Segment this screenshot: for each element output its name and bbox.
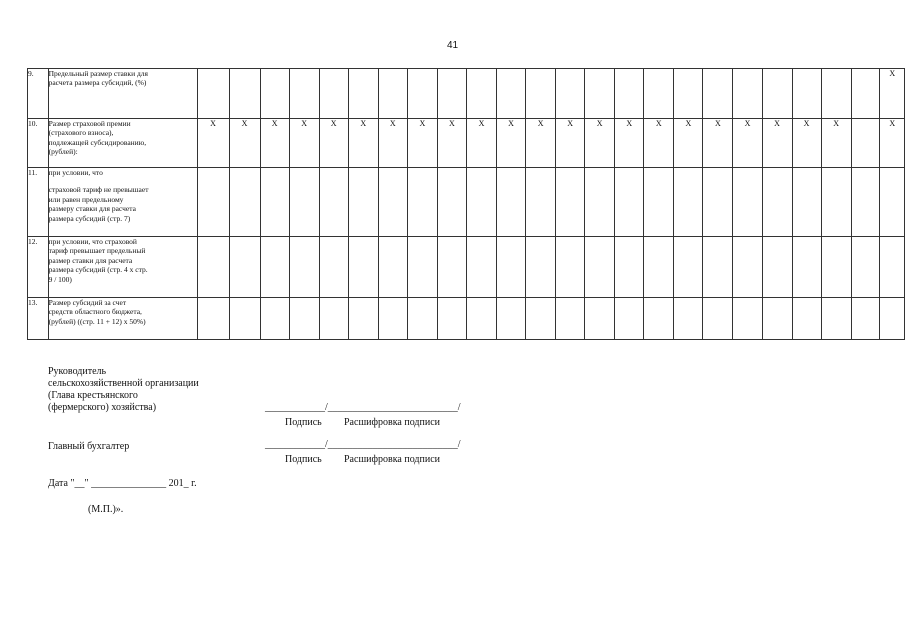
x-mark-cell[interactable]: X bbox=[644, 119, 674, 168]
x-mark-cell[interactable]: X bbox=[319, 119, 348, 168]
row-description-line: размер ставки для расчета bbox=[48, 255, 133, 265]
value-cell[interactable] bbox=[792, 168, 821, 237]
value-cell[interactable] bbox=[733, 237, 762, 298]
value-cell[interactable] bbox=[229, 168, 260, 237]
value-cell[interactable] bbox=[615, 298, 644, 340]
value-cell[interactable] bbox=[289, 237, 319, 298]
row-description-line: или равен предельному bbox=[48, 194, 124, 204]
value-cell[interactable] bbox=[348, 237, 378, 298]
value-cell[interactable] bbox=[378, 298, 407, 340]
value-cell[interactable] bbox=[851, 119, 880, 168]
x-mark-cell[interactable]: X bbox=[260, 119, 289, 168]
head-position-line: Руководитель bbox=[48, 366, 107, 377]
value-cell[interactable] bbox=[556, 237, 585, 298]
value-cell[interactable] bbox=[260, 298, 289, 340]
value-cell[interactable] bbox=[615, 69, 644, 119]
row-description-line: (рублей): bbox=[48, 147, 78, 157]
value-cell[interactable] bbox=[496, 69, 525, 119]
accountant-signature-caption: Подпись bbox=[285, 454, 322, 465]
value-cell[interactable] bbox=[496, 298, 525, 340]
accountant-decoding-caption: Расшифровка подписи bbox=[344, 454, 440, 465]
value-cell[interactable] bbox=[585, 69, 615, 119]
value-cell[interactable] bbox=[556, 168, 585, 237]
row-description-line: 9 / 100) bbox=[48, 274, 72, 284]
value-cell[interactable] bbox=[851, 298, 880, 340]
value-cell[interactable] bbox=[229, 69, 260, 119]
value-cell[interactable] bbox=[821, 298, 851, 340]
row-description-line: размеру ставки для расчета bbox=[48, 204, 136, 214]
x-mark-cell[interactable]: X bbox=[229, 119, 260, 168]
value-cell[interactable] bbox=[644, 168, 674, 237]
value-cell[interactable] bbox=[733, 298, 762, 340]
x-mark-cell[interactable]: X bbox=[407, 119, 437, 168]
table-row bbox=[28, 237, 905, 298]
x-mark-cell[interactable]: X bbox=[348, 119, 378, 168]
value-cell[interactable] bbox=[348, 69, 378, 119]
value-cell[interactable] bbox=[437, 168, 466, 237]
x-mark-cell[interactable]: X bbox=[762, 119, 792, 168]
value-cell[interactable] bbox=[378, 237, 407, 298]
head-position-line: сельскохозяйственной организации bbox=[48, 378, 199, 389]
value-cell[interactable] bbox=[762, 69, 792, 119]
value-cell[interactable] bbox=[437, 237, 466, 298]
x-mark-cell[interactable]: X bbox=[733, 119, 762, 168]
subsidy-calculation-table bbox=[27, 68, 905, 340]
x-mark-cell[interactable]: X bbox=[466, 119, 496, 168]
value-cell[interactable] bbox=[821, 168, 851, 237]
value-cell[interactable] bbox=[378, 69, 407, 119]
value-cell[interactable] bbox=[496, 168, 525, 237]
value-cell[interactable] bbox=[585, 298, 615, 340]
row-description-line: размера субсидий (стр. 4 x стр. bbox=[48, 265, 148, 275]
value-cell[interactable] bbox=[762, 168, 792, 237]
row-description bbox=[48, 119, 197, 168]
head-decoding-caption: Расшифровка подписи bbox=[344, 417, 440, 428]
row-description bbox=[48, 69, 197, 119]
value-cell[interactable] bbox=[466, 237, 496, 298]
row-description-line: при условии, что bbox=[48, 168, 103, 177]
value-cell[interactable] bbox=[348, 298, 378, 340]
value-cell[interactable] bbox=[260, 237, 289, 298]
value-cell[interactable] bbox=[880, 168, 905, 237]
value-cell[interactable] bbox=[644, 69, 674, 119]
head-position-line: (фермерского) хозяйства) bbox=[48, 402, 157, 413]
value-cell[interactable] bbox=[703, 298, 733, 340]
row-description-line: Размер страховой премии bbox=[48, 119, 131, 128]
value-cell[interactable] bbox=[496, 237, 525, 298]
value-cell[interactable] bbox=[703, 69, 733, 119]
x-mark-cell[interactable]: X bbox=[585, 119, 615, 168]
value-cell[interactable] bbox=[674, 69, 703, 119]
value-cell[interactable] bbox=[880, 298, 905, 340]
value-cell[interactable] bbox=[792, 69, 821, 119]
value-cell[interactable] bbox=[229, 298, 260, 340]
row-description bbox=[48, 298, 197, 340]
value-cell[interactable] bbox=[556, 298, 585, 340]
value-cell[interactable] bbox=[851, 69, 880, 119]
row-number: 12. bbox=[28, 237, 49, 298]
value-cell[interactable] bbox=[260, 168, 289, 237]
x-mark-cell[interactable]: X bbox=[880, 119, 905, 168]
row-description-line: (страхового взноса), bbox=[48, 128, 114, 138]
row-number: 10. bbox=[28, 119, 49, 168]
row-description-line: тариф превышает предельный bbox=[48, 246, 146, 256]
value-cell[interactable] bbox=[674, 168, 703, 237]
value-cell[interactable] bbox=[792, 298, 821, 340]
seal-label: (М.П.)». bbox=[88, 504, 124, 515]
value-cell[interactable] bbox=[466, 168, 496, 237]
x-mark-cell[interactable]: X bbox=[703, 119, 733, 168]
date-field[interactable]: Дата "__" _______________ 201_ г. bbox=[48, 478, 197, 489]
row-description-line: при условии, что страховой bbox=[48, 237, 137, 246]
value-cell[interactable] bbox=[319, 168, 348, 237]
value-cell[interactable] bbox=[197, 298, 229, 340]
value-cell[interactable] bbox=[378, 168, 407, 237]
x-mark-cell[interactable]: X bbox=[526, 119, 556, 168]
x-mark-cell[interactable]: X bbox=[289, 119, 319, 168]
value-cell[interactable] bbox=[289, 298, 319, 340]
row-description-line: Размер субсидий за счет bbox=[48, 298, 127, 307]
row-description bbox=[48, 237, 197, 298]
row-description-line: Предельный размер ставки для bbox=[48, 69, 148, 78]
value-cell[interactable] bbox=[851, 168, 880, 237]
row-description bbox=[48, 168, 197, 237]
value-cell[interactable] bbox=[615, 168, 644, 237]
page-number: 41 bbox=[446, 40, 459, 51]
table-row bbox=[28, 69, 905, 119]
value-cell[interactable] bbox=[526, 168, 556, 237]
table-row bbox=[28, 119, 905, 168]
x-mark-cell[interactable]: X bbox=[615, 119, 644, 168]
row-number: 13. bbox=[28, 298, 49, 340]
row-description-line: подлежащей субсидированию, bbox=[48, 137, 147, 147]
value-cell[interactable] bbox=[260, 69, 289, 119]
value-cell[interactable] bbox=[762, 237, 792, 298]
value-cell[interactable] bbox=[615, 237, 644, 298]
value-cell[interactable] bbox=[526, 69, 556, 119]
value-cell[interactable] bbox=[319, 298, 348, 340]
value-cell[interactable] bbox=[733, 168, 762, 237]
head-position-label bbox=[48, 366, 199, 414]
value-cell[interactable] bbox=[526, 298, 556, 340]
accountant-label: Главный бухгалтер bbox=[48, 441, 130, 452]
x-mark-cell[interactable]: X bbox=[437, 119, 466, 168]
value-cell[interactable] bbox=[197, 237, 229, 298]
value-cell[interactable] bbox=[526, 237, 556, 298]
head-position-line: (Глава крестьянского bbox=[48, 390, 138, 401]
value-cell[interactable] bbox=[821, 237, 851, 298]
value-cell[interactable] bbox=[197, 168, 229, 237]
value-cell[interactable] bbox=[644, 298, 674, 340]
value-cell[interactable] bbox=[319, 237, 348, 298]
value-cell[interactable] bbox=[674, 237, 703, 298]
row-description-line: (рублей) ((стр. 11 + 12) x 50%) bbox=[48, 316, 146, 326]
value-cell[interactable] bbox=[197, 69, 229, 119]
x-mark-cell[interactable]: X bbox=[197, 119, 229, 168]
row-number: 9. bbox=[28, 69, 49, 119]
value-cell[interactable] bbox=[762, 298, 792, 340]
row-number: 11. bbox=[28, 168, 49, 237]
value-cell[interactable] bbox=[407, 168, 437, 237]
value-cell[interactable] bbox=[585, 237, 615, 298]
head-signature-caption: Подпись bbox=[285, 417, 322, 428]
value-cell[interactable] bbox=[466, 69, 496, 119]
x-mark-cell[interactable]: X bbox=[378, 119, 407, 168]
value-cell[interactable] bbox=[674, 298, 703, 340]
value-cell[interactable] bbox=[556, 69, 585, 119]
head-signature-field[interactable]: ____________/__________________________/ bbox=[265, 402, 461, 413]
value-cell[interactable] bbox=[703, 168, 733, 237]
row-description-line: размера субсидий (стр. 7) bbox=[48, 213, 131, 223]
row-description-line: страховой тариф не превышает bbox=[48, 185, 149, 195]
x-mark-cell[interactable]: X bbox=[556, 119, 585, 168]
row-description-line: расчета размера субсидий, (%) bbox=[48, 78, 147, 88]
x-mark-cell[interactable]: X bbox=[496, 119, 525, 168]
value-cell[interactable] bbox=[348, 168, 378, 237]
value-cell[interactable] bbox=[437, 298, 466, 340]
value-cell[interactable] bbox=[407, 69, 437, 119]
value-cell[interactable] bbox=[851, 237, 880, 298]
x-mark-cell[interactable]: X bbox=[821, 119, 851, 168]
table-row bbox=[28, 298, 905, 340]
value-cell[interactable] bbox=[703, 237, 733, 298]
value-cell[interactable] bbox=[289, 168, 319, 237]
table-row bbox=[28, 168, 905, 237]
value-cell[interactable] bbox=[319, 69, 348, 119]
value-cell[interactable] bbox=[792, 237, 821, 298]
row-description-line: средств областного бюджета, bbox=[48, 307, 142, 317]
value-cell[interactable] bbox=[407, 298, 437, 340]
x-mark-cell[interactable]: X bbox=[880, 69, 905, 119]
value-cell[interactable] bbox=[644, 237, 674, 298]
value-cell[interactable] bbox=[733, 69, 762, 119]
value-cell[interactable] bbox=[437, 69, 466, 119]
value-cell[interactable] bbox=[466, 298, 496, 340]
value-cell[interactable] bbox=[407, 237, 437, 298]
value-cell[interactable] bbox=[289, 69, 319, 119]
value-cell[interactable] bbox=[585, 168, 615, 237]
accountant-signature-field[interactable]: ____________/__________________________/ bbox=[265, 439, 461, 450]
x-mark-cell[interactable]: X bbox=[674, 119, 703, 168]
value-cell[interactable] bbox=[880, 237, 905, 298]
value-cell[interactable] bbox=[821, 69, 851, 119]
value-cell[interactable] bbox=[229, 237, 260, 298]
x-mark-cell[interactable]: X bbox=[792, 119, 821, 168]
